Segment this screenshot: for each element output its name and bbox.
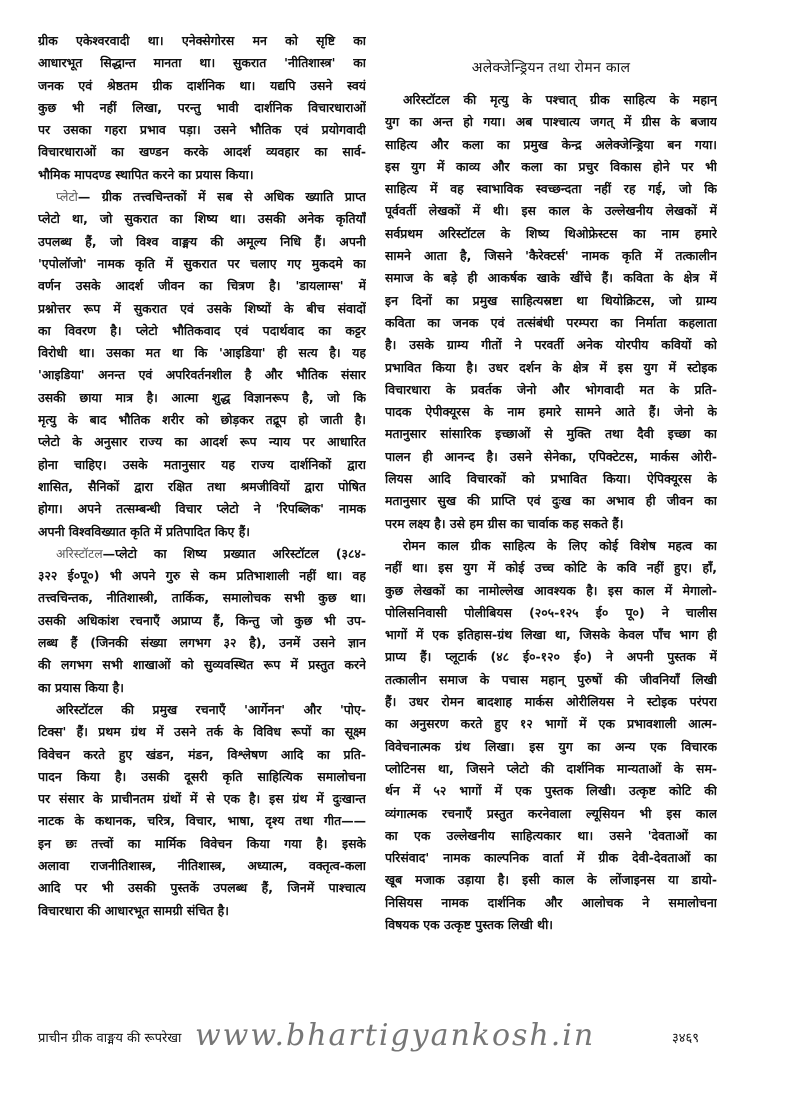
text-line: र्थन में ५२ भागों में एक पुस्तक लिखी। उत्कृष्ट कोटि की <box>385 783 717 799</box>
text-line: लियस आदि विचारकों को प्रभावित किया। ऐपिक्यूरस के <box>385 471 717 487</box>
text-line: नाटक के कथानक, चरित्र, विचार, भाषा, दृश्य तथा गीत—— <box>38 813 366 829</box>
left-column <box>38 30 366 922</box>
text-line <box>38 186 366 208</box>
text-line: शासित, सैनिकों द्वारा रक्षित तथा श्रमजीवियों द्वारा पोषित <box>38 478 366 494</box>
text-line: विचारधारा के प्रवर्तक जेनो और भोगवादी मत के प्रति- <box>385 381 717 397</box>
text-line: प्लोटिनस था, जिसने प्लेटो की दार्शनिक मान्यताओं के सम- <box>385 760 717 776</box>
text-line: इस युग में काव्य और कला का प्रचुर विकास होने पर भी <box>385 158 717 174</box>
text-line: पालन ही आनन्द है। उसने सेनेका, एपिक्टेटस, मार्कस ओरी- <box>385 448 717 464</box>
paragraph-lead: प्लेटो <box>56 189 78 205</box>
text-line: सर्वप्रथम अरिस्टॉटल के शिष्य थिओफ्रेस्टस का नाम हमारे <box>385 225 717 241</box>
text-line: उसकी अधिकांश रचनाएँ अप्राप्य हैं, किन्तु जो कुछ भी उप- <box>38 612 366 628</box>
text-line: पादन किया है। उसकी दूसरी कृति साहित्यिक समालोचना <box>38 768 366 784</box>
text-line: मतानुसार सांसारिक इच्छाओं से मुक्ति तथा दैवी इच्छा का <box>385 426 717 442</box>
text-line: पादक ऐपीक्यूरस के नाम हमारे सामने आते हैं। जेनो के <box>385 404 717 420</box>
text-line: अरिस्टॉटल की प्रमुख रचनाएँ 'आर्गेनन' और 'पोए- <box>56 701 366 717</box>
text-line: का विवरण है। प्लेटो भौतिकवाद एवं पदार्थवाद का कट्टर <box>38 322 366 338</box>
text-line: इन दिनों का प्रमुख साहित्यस्रष्टा था थियोक्रिटस, जो ग्राम्य <box>385 292 717 308</box>
text-line: खूब मजाक उड़ाया है। इसी काल के लोंजाइनस या डायो- <box>385 872 717 888</box>
text-line: होना चाहिए। उसके मतानुसार यह राज्य दार्शनिकों द्वारा <box>38 456 366 472</box>
text-line: पर संसार के प्राचीनतम ग्रंथों में से एक है। इस ग्रंथ में दुःखान्त <box>38 791 366 807</box>
paragraph <box>38 699 366 922</box>
paragraph <box>385 89 717 535</box>
text-line: भागों में एक इतिहास-ग्रंथ लिखा था, जिसके केवल पाँच भाग ही <box>385 627 717 643</box>
text-line: कुछ भी नहीं लिखा, परन्तु भावी दार्शनिक विचारधाराओं <box>38 99 366 115</box>
text-line: परम लक्ष्य है। उसे हम ग्रीस का चार्वाक कह सकते हैं। <box>385 515 624 531</box>
text-line: विवेचनात्मक ग्रंथ लिखा। इस युग का अन्य एक विचारक <box>385 738 717 754</box>
text-line: आधारभूत सिद्धान्त मानता था। सुकरात 'नीतिशास्त्र' का <box>38 55 366 71</box>
paragraph <box>385 535 717 936</box>
text-line: टिक्स' हैं। प्रथम ग्रंथ में उसने तर्क के विविध रूपों का सूक्ष्म <box>38 724 366 740</box>
text-line: उपलब्ध हैं, जो विश्व वाङ्मय की अमूल्य निधि हैं। अपनी <box>38 233 366 249</box>
text-line: जनक एवं श्रेष्ठतम ग्रीक दार्शनिक था। यद्यपि उसने स्वयं <box>38 77 366 93</box>
text-line: विचारधाराओं का खण्डन करके आदर्श व्यवहार का सार्व- <box>38 144 366 160</box>
text-line: विषयक एक उत्कृष्ट पुस्तक लिखी थी। <box>385 916 554 932</box>
text-line: समाज के बड़े ही आकर्षक खाके खींचे हैं। कविता के क्षेत्र में <box>385 270 717 286</box>
text-line: मतानुसार सुख की प्राप्ति एवं दुःख का अभाव ही जीवन का <box>385 493 717 509</box>
text-line: सामने आता है, जिसने 'कैरेक्टर्स' नामक कृति में तत्कालीन <box>385 248 717 264</box>
text-line-content: —प्लेटो का शिष्य प्रख्यात अरिस्टॉटल (३८४- <box>102 545 366 561</box>
watermark: www.bhartigyankosh.in <box>195 1018 596 1053</box>
text-line: मृत्यु के बाद भौतिक शरीर को छोड़कर तद्रूप हो जाती है। <box>38 412 366 428</box>
text-line: होगा। अपने तत्सम्बन्धी विचार प्लेटो ने 'रिपब्लिक' नामक <box>38 501 366 517</box>
text-line: तत्कालीन समाज के पचास महान् पुरुषों की जीवनियाँ लिखी <box>385 671 717 687</box>
text-line: विचारधारा की आधारभूत सामग्री संचित है। <box>38 902 229 918</box>
text-line: पर उसका गहरा प्रभाव पड़ा। उसने भौतिक एवं प्रयोगवादी <box>38 122 366 138</box>
text-line: विरोधी था। उसका मत था कि 'आइडिया' ही सत्य है। यह <box>38 345 366 361</box>
text-line <box>38 543 366 565</box>
text-line: परिसंवाद' नामक काल्पनिक वार्ता में ग्रीक देवी-देवताओं का <box>385 850 717 866</box>
paragraph-lead: अरिस्टॉटल <box>56 545 103 561</box>
paragraph <box>38 186 366 543</box>
text-line: उसकी छाया मात्र है। आत्मा शुद्ध विज्ञानरूप है, जो कि <box>38 389 366 405</box>
text-line: प्राप्य हैं। प्लूटार्क (४८ ई०-१२० ई०) ने अपनी पुस्तक में <box>385 649 717 665</box>
text-line: है। उसके ग्राम्य गीतों ने परवर्ती अनेक योरपीय कवियों को <box>385 337 717 353</box>
text-line: इन छः तत्त्वों का मार्मिक विवेचन किया गया है। इसके <box>38 835 366 851</box>
text-line: युग का अन्त हो गया। अब पाश्चात्य जगत् में ग्रीस के बजाय <box>385 114 717 130</box>
text-line: अलावा राजनीतिशास्त्र, नीतिशास्त्र, अध्यात्म, वक्तृत्व-कला <box>38 857 366 873</box>
text-line: अपनी विश्वविख्यात कृति में प्रतिपादित किए हैं। <box>38 523 251 539</box>
paragraph <box>38 30 366 186</box>
text-line: आदि पर भी उसकी पुस्तकें उपलब्ध हैं, जिनमें पाश्चात्य <box>38 880 366 896</box>
text-line: साहित्य में वह स्वाभाविक स्वच्छन्दता नहीं रह गई, जो कि <box>385 181 717 197</box>
section-heading: अलेक्जेन्ड्रियन तथा रोमन काल <box>471 60 631 76</box>
text-line: प्रश्नोत्तर रूप में सुकरात एवं उसके शिष्यों के बीच संवादों <box>38 300 366 316</box>
text-line: प्रभावित किया है। उधर दर्शन के क्षेत्र में इस युग में स्टोइक <box>385 359 717 375</box>
text-line: अरिस्टॉटल की मृत्यु के पश्चात् ग्रीक साहित्य के महान् <box>403 92 717 107</box>
text-line: साहित्य और कला का प्रमुख केन्द्र अलेक्जेन्ड्रिया बन गया। <box>385 136 717 152</box>
paragraph <box>38 543 366 699</box>
text-line: का प्रयास किया है। <box>38 679 124 695</box>
text-line: हैं। उधर रोमन बादशाह मार्कस ओरीलियस ने स्टोइक परंपरा <box>385 694 717 710</box>
text-line: 'आइडिया' अनन्त एवं अपरिवर्तनशील है और भौतिक संसार <box>38 367 366 383</box>
running-title: प्राचीन ग्रीक वाङ्मय की रूपरेखा <box>38 1031 182 1046</box>
text-line: प्लेटो के अनुसार राज्य का आदर्श रूप न्याय पर आधारित <box>38 434 366 450</box>
text-line: व्यंगात्मक रचनाएँ प्रस्तुत करनेवाला ल्यूसियन भी इस काल <box>385 805 717 821</box>
text-line: रोमन काल ग्रीक साहित्य के लिए कोई विशेष महत्व का <box>403 537 717 553</box>
text-line: भौमिक मापदण्ड स्थापित करने का प्रयास किया। <box>38 166 254 182</box>
right-column <box>385 89 717 936</box>
text-line: ३२२ ई०पू०) भी अपने गुरु से कम प्रतिभाशाली नहीं था। वह <box>38 568 366 584</box>
text-line: निसियस नामक दार्शनिक और आलोचक ने समालोचना <box>385 894 717 910</box>
text-line: का एक उल्लेखनीय साहित्यकार था। उसने 'देवताओं का <box>385 827 717 843</box>
text-line: पोलिसनिवासी पोलीबियस (२०५-१२५ ई० पू०) ने चालीस <box>385 604 717 620</box>
text-line: वर्णन उसके आदर्श जीवन का चित्रण है। 'डायलाग्स' में <box>38 278 366 294</box>
text-line: तत्त्वचिन्तक, नीतिशास्त्री, तार्किक, समालोचक सभी कुछ था। <box>38 590 366 606</box>
text-line: ग्रीक एकेश्वरवादी था। एनेक्सेगोरस मन को सृष्टि का <box>38 33 366 48</box>
text-line: विवेचन करते हुए खंडन, मंडन, विश्लेषण आदि का प्रति- <box>38 746 366 762</box>
text-line: 'एपोलॉजो' नामक कृति में सुकरात पर चलाए गए मुकदमे का <box>38 255 366 271</box>
text-line: लब्ध हैं (जिनकी संख्या लगभग ३२ है), उनमें उसने ज्ञान <box>38 635 366 651</box>
text-line: प्लेटो था, जो सुकरात का शिष्य था। उसकी अनेक कृतियाँ <box>38 211 366 227</box>
text-line: नहीं था। इस युग में कोई उच्च कोटि के कवि नहीं हुए। हाँ, <box>385 560 717 576</box>
text-line: पूर्ववर्ती लेखकों में थी। इस काल के उल्लेखनीय लेखकों में <box>385 203 717 219</box>
text-line: की लगभग सभी शाखाओं को सुव्यवस्थित रूप में प्रस्तुत करने <box>38 657 366 673</box>
text-line: का अनुसरण करते हुए १२ भागों में एक प्रभावशाली आत्म- <box>385 716 717 732</box>
text-line: कुछ लेखकों का नामोल्लेख आवश्यक है। इस काल में मेगालो- <box>385 582 717 598</box>
text-line-content: — ग्रीक तत्त्वचिन्तकों में सब से अधिक ख्याति प्राप्त <box>77 189 366 205</box>
text-line: कविता का जनक एवं तत्संबंधी परम्परा का निर्माता कहलाता <box>385 314 717 330</box>
page-number: ३४६९ <box>672 1031 700 1046</box>
